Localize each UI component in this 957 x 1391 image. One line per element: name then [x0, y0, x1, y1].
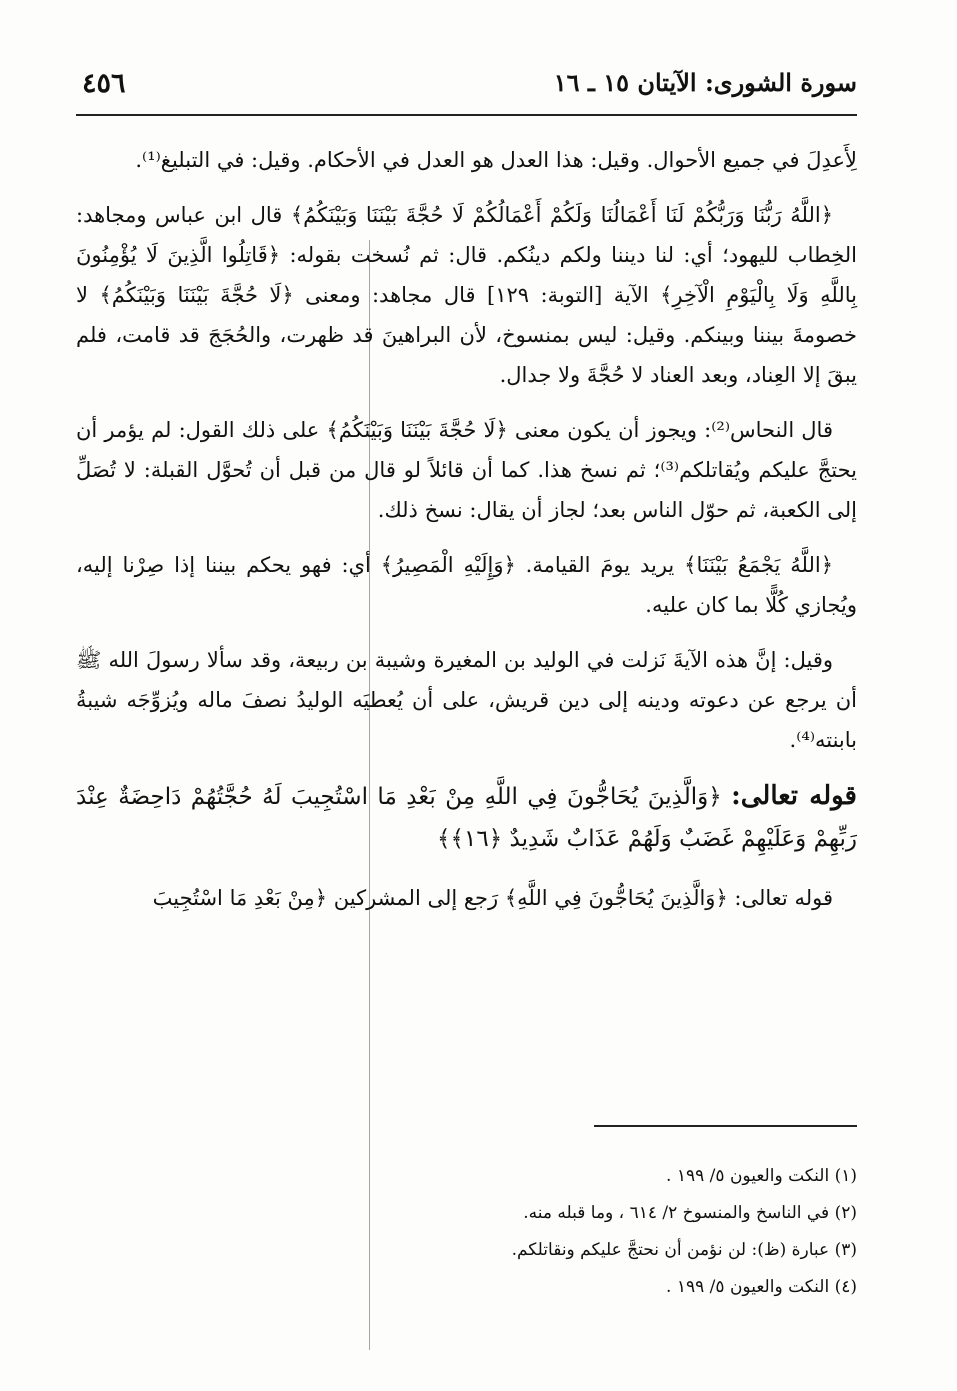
paragraph: ﴿اللَّهُ يَجْمَعُ بَيْنَنَا﴾ يريد يومَ القيامة. ﴿وَإِلَيْهِ الْمَصِيرُ﴾ أي: فهو يحكم بيننا إذا صِرْنا إليه، ويُجازي كُلًّا بما كان عليه.	[76, 553, 857, 617]
footnotes	[300, 1158, 857, 1306]
paragraph: قال النحاس⁽²⁾: ويجوز أن يكون معنى ﴿لَا حُجَّةَ بَيْنَنَا وَبَيْنَكُمُ﴾ على ذلك القول: لم يؤمر أن يحتجَّ عليكم ويُقاتلكم⁽³⁾؛ ثم نسخ هذا. كما أن قائلاً لو قال من قبل أن تُحوَّل القبلة: لا تُصَلِّ إلى الكعبة، ثم حوّل الناس بعد؛ لجاز أن يقال: نسخ ذلك.	[76, 418, 857, 522]
page-header	[76, 62, 857, 116]
verse-text: ﴿وَالَّذِينَ يُحَاجُّونَ فِي اللَّهِ مِنْ بَعْدِ مَا اسْتُجِيبَ لَهُ حُجَّتُهُمْ دَاحِضَةٌ عِنْدَ رَبِّهِمْ وَعَلَيْهِمْ غَضَبٌ وَلَهُمْ عَذَابٌ شَدِيدٌ ﴿١٦﴾﴾	[76, 784, 857, 852]
footnote: (١) النكت والعيون ٥/ ١٩٩ .	[666, 1166, 857, 1186]
verse-heading	[76, 775, 857, 860]
running-title: سورة الشورى: الآيتان ١٥ ـ ١٦	[553, 68, 857, 97]
page-number: ٤٥٦	[82, 68, 126, 99]
paragraph: ﴿اللَّهُ رَبُّنَا وَرَبُّكُمْ لَنَا أَعْمَالُنَا وَلَكُمْ أَعْمَالُكُمْ لَا حُجَّةَ بَيْنَنَا وَبَيْنَكُمُ﴾ قال ابن عباس ومجاهد: الخِطاب لليهود؛ أي: لنا ديننا ولكم دينُكم. قال: ثم نُسخت بقوله: ﴿قَاتِلُوا الَّذِينَ لَا يُؤْمِنُونَ بِاللَّهِ وَلَا بِالْيَوْمِ الْآخِرِ﴾ الآية [التوبة: ١٢٩] قال مجاهد: ومعنى ﴿لَا حُجَّةَ بَيْنَنَا وَبَيْنَكُمُ﴾ لا خصومةَ بيننا وبينكم. وقيل: ليس بمنسوخ، لأن البراهينَ قد ظهرت، والحُجَجَ قد قامت، فلم يبقَ إلا العِناد، وبعد العناد لا حُجَّةَ ولا جدال.	[76, 203, 857, 387]
footnote: (٢) في الناسخ والمنسوخ ٢/ ٦١٤ ، وما قبله منه.	[523, 1203, 857, 1223]
footnote: (٣) عبارة (ظ): لن نؤمن أن نحتجَّ عليكم ونقاتلكم.	[511, 1240, 857, 1260]
footnote: (٤) النكت والعيون ٥/ ١٩٩ .	[666, 1277, 857, 1297]
footnote-separator	[594, 1125, 857, 1127]
main-text	[76, 140, 857, 933]
verse-lead: قوله تعالى:	[731, 781, 857, 811]
paragraph: وقيل: إنَّ هذه الآيةَ نَزلت في الوليد بن المغيرة وشيبة بن ربيعة، وقد سألا رسولَ الله ﷺ أن يرجع عن دعوته ودينه إلى دين قريش، على أن يُعطيَه الوليدُ نصفَ ماله ويُزوِّجَه شيبةُ بابنته⁽⁴⁾.	[76, 648, 857, 752]
paragraph: لِأَعدِلَ في جميع الأحوال. وقيل: هذا العدل هو العدل في الأحكام. وقيل: في التبليغ⁽¹⁾.	[135, 148, 857, 172]
paragraph: قوله تعالى: ﴿وَالَّذِينَ يُحَاجُّونَ فِي اللَّهِ﴾ رَجع إلى المشركين ﴿مِنْ بَعْدِ مَا اسْتُجِيبَ	[152, 886, 833, 910]
